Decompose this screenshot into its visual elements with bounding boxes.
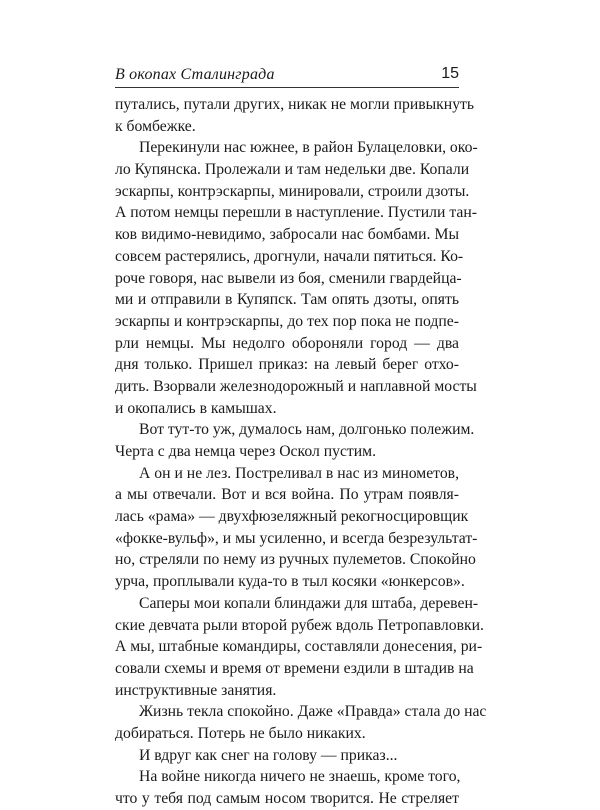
text-line: «фокке-вульф», и мы усиленно, и всегда безрезультат- — [115, 529, 478, 547]
text-line: А он и не лез. Постреливал в нас из минометов, — [139, 464, 459, 482]
text-line: Саперы мои копали блиндажи для штаба, деревен- — [139, 594, 479, 612]
text-line: путались, путали других, никак не могли привыкнуть — [115, 96, 475, 113]
text-line: но, стреляли по нему из ручных пулеметов. Спокойно — [115, 551, 476, 569]
text-line: роче говоря, нас вывели из боя, сменили гвардейца- — [115, 269, 462, 287]
text-line: Жизнь текла спокойно. Даже «Правда» стала до нас — [139, 703, 487, 721]
text-line: ков видимо-невидимо, забросали нас бомбами. Мы — [115, 226, 459, 244]
body-text — [115, 94, 487, 810]
running-title: В окопах Сталинграда — [115, 66, 275, 83]
text-line: дня только. Пришел приказ: на левый берег отхо- — [115, 356, 459, 374]
text-line: а мы отвечали. Вот и вся война. По утрам появля- — [115, 486, 459, 504]
text-line: добираться. Потерь не было никаких. — [115, 724, 366, 742]
running-header — [115, 66, 459, 88]
text-line: дить. Взорвали железнодорожный и наплавной мосты — [115, 377, 477, 395]
text-line: что у тебя под самым носом творится. Не стреляет — [115, 790, 459, 807]
text-line: ские девчата рыли второй рубеж вдоль Петропавловки. — [115, 616, 484, 634]
text-line: ло Купянска. Пролежали и там недельки две. Копали — [115, 161, 470, 179]
text-line: Перекинули нас южнее, в район Булацеловки, око- — [139, 139, 478, 157]
text-line: Черта с два немца через Оскол пустим. — [115, 443, 377, 460]
text-line: И вдруг как снег на голову — приказ... — [139, 746, 398, 764]
text-line: А потом немцы перешли в наступление. Пустили тан- — [115, 204, 477, 222]
text-line: Вот тут-то уж, думалось нам, долгонько полежим. — [139, 421, 475, 439]
text-line: совсем растерялись, дрогнули, начали пятиться. Ко- — [115, 247, 464, 265]
text-line: На войне никогда ничего не знаешь, кроме того, — [139, 768, 461, 786]
text-line: совали схемы и время от времени ездили в штадив на — [115, 659, 474, 677]
text-line: инструктивные занятия. — [115, 681, 277, 699]
text-line: и окопались в камышах. — [115, 399, 277, 417]
text-line: А мы, штабные командиры, составляли донесения, ри- — [115, 638, 483, 656]
text-line: ми и отправили в Купяпск. Там опять дзоты, опять — [115, 291, 459, 309]
page-number: 15 — [441, 65, 459, 82]
text-line: рли немцы. Мы недолго обороняли город — два — [115, 334, 459, 352]
text-line: к бомбежке. — [115, 117, 196, 135]
text-line: эскарпы и контрэскарпы, до тех пор пока не подпе- — [115, 312, 459, 330]
text-line: эскарпы, контрэскарпы, минировали, строили дзоты. — [115, 182, 470, 200]
text-line: лась «рама» — двухфюзеляжный рекогносцировщик — [115, 508, 469, 526]
header-rule — [115, 87, 459, 88]
text-line: урча, проплывали куда-то в тыл косяки «юнкерсов». — [115, 573, 465, 591]
